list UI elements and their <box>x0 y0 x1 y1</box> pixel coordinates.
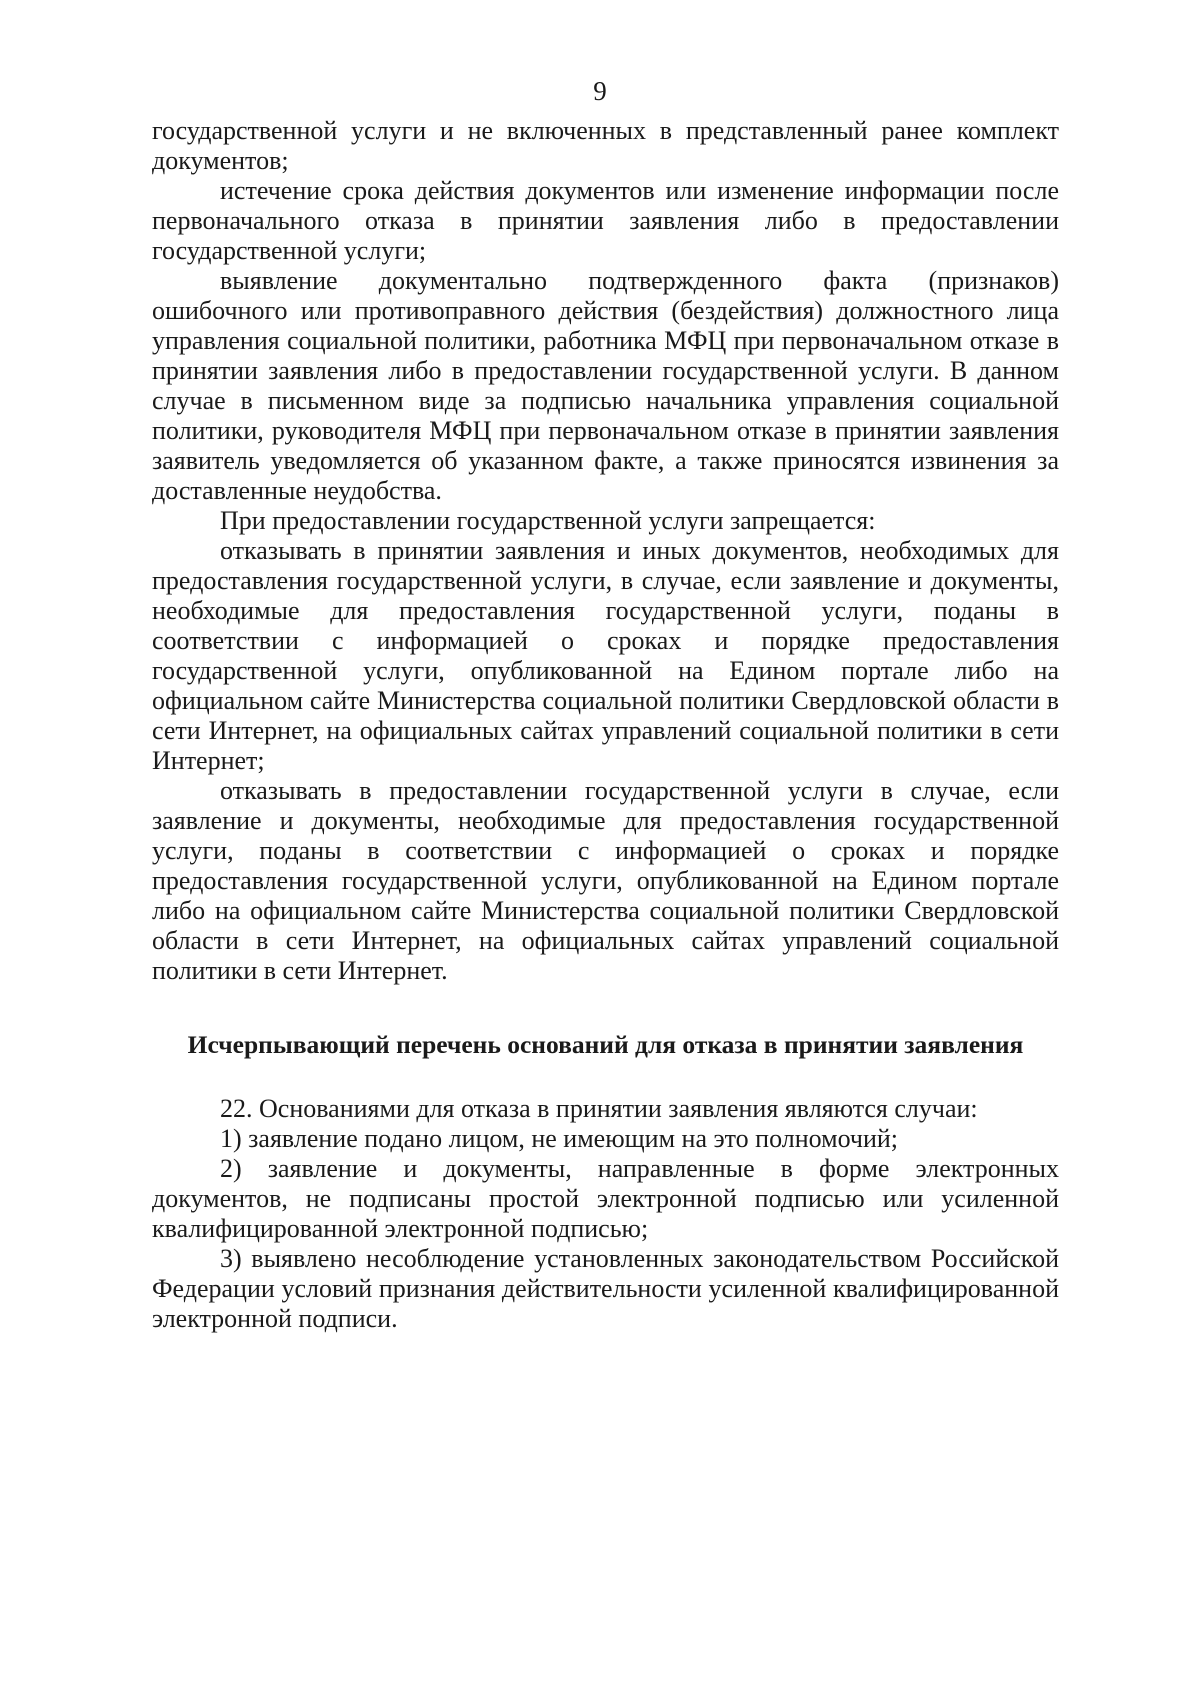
paragraph-continuation: государственной услуги и не включенных в представленный ранее комплект документов; <box>152 116 1059 175</box>
document-body <box>152 116 1059 1334</box>
paragraph-item-22: 22. Основаниями для отказа в принятии заявления являются случаи: <box>220 1094 978 1123</box>
paragraph-error-detection: выявление документально подтвержденного факта (признаков) ошибочного или противоправного действия (бездействия) должностного лица управления социальной политики, работника МФЦ при первоначальном отказе в принятии заявления либо в предоставлении государственной услуги. В данном случае в письменном виде за подписью начальника управления социальной политики, руководителя МФЦ при первоначальном отказе в принятии заявления заявитель уведомляется об указанном факте, а также приносятся извинения за доставленные неудобства. <box>152 266 1059 505</box>
paragraph-expiry: истечение срока действия документов или изменение информации после первоначального отказа в принятии заявления либо в предоставлении государственной услуги; <box>152 176 1059 265</box>
paragraph-prohibited-refuse-acceptance: отказывать в принятии заявления и иных документов, необходимых для предоставления государственной услуги, в случае, если заявление и документы, необходимые для предоставления государственной услуги, поданы в соответствии с информацией о сроках и порядке предоставления государственной услуги, опубликованной на Едином портале либо на официальном сайте Министерства социальной политики Свердловской области в сети Интернет, на официальных сайтах управлений социальной политики в сети Интернет; <box>152 536 1059 775</box>
paragraph-prohibited-refuse-provision: отказывать в предоставлении государственной услуги в случае, если заявление и документы, необходимые для предоставления государственной услуги, поданы в соответствии с информацией о сроках и порядке предоставления государственной услуги, опубликованной на Едином портале либо на официальном сайте Министерства социальной политики Свердловской области в сети Интернет, на официальных сайтах управлений социальной политики в сети Интернет. <box>152 776 1059 985</box>
page-number: 9 <box>593 76 607 106</box>
section-heading: Исчерпывающий перечень оснований для отказа в принятии заявления <box>187 1030 1024 1059</box>
paragraph-item-22-2: 2) заявление и документы, направленные в форме электронных документов, не подписаны простой электронной подписью или усиленной квалифицированной электронной подписью; <box>152 1154 1059 1243</box>
paragraph-item-22-1: 1) заявление подано лицом, не имеющим на это полномочий; <box>220 1124 899 1153</box>
paragraph-item-22-3: 3) выявлено несоблюдение установленных законодательством Российской Федерации условий признания действительности усиленной квалифицированной электронной подписи. <box>152 1244 1059 1333</box>
paragraph-prohibited-intro: При предоставлении государственной услуги запрещается: <box>220 506 876 535</box>
